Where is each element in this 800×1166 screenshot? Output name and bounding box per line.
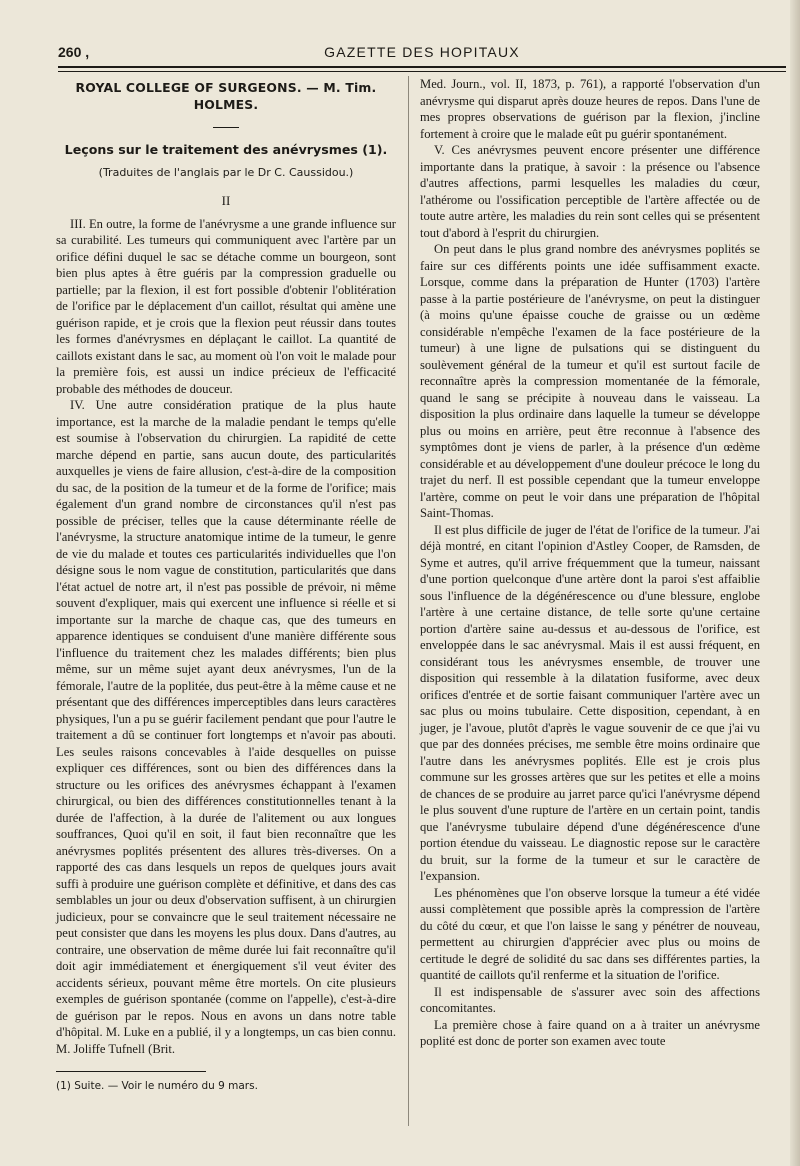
paragraph-v: V. Ces anévrysmes peuvent encore présenter une différence importante dans la pratique, à savoir : la présence ou l'absence d'autres affections, parmi lesquelles les maladies du cœur, l'athérome ou l'ossification perceptible de l'artère affectée ou de toute autre artère, les maladies du rein sont celles qui se présentent tout d'abord à l'esprit du chirurgien. — [420, 143, 760, 240]
section-divider — [213, 127, 239, 128]
paragraph-phenomenes: Les phénomènes que l'on observe lorsque la tumeur a été vidée aussi complètement que possible après la compression de l'artère du côté du cœur, et que l'on laisse le sang y pénétrer de nouveau, permettent au chirurgien d'apprécier avec plus ou moins de certitude le degré de solidité du sac dans ses différentes parties, la quantité de caillots qu'il renferme et la situation de l'orifice. — [420, 885, 760, 982]
paragraph-iv: IV. Une autre considération pratique de la plus haute importance, est la marche de la maladie pendant le temps qu'elle est soumise à l'observation du chirurgien. La rapidité de cette marche dépend en partie, sans aucun doute, des particularités auxquelles je viens de faire allusion, c'est-à-dire de la composition du sac, de la position de la tumeur et de la forme de l'orifice; mais également d'un grand nombre de circonstances qu'il n'est pas possible de préciser, telles que la cause déterminante réelle de l'anévrysme, la structure anatomique intime de la tumeur, le genre de vie du malade et toutes ces particularités individuelles que l'on désigne sous le nom vague de constitution, particularités que dans l'état actuel de notre art, il n'est pas possible de prévoir, ni même souvent d'expliquer, mais qui exercent une influence si réelle et si importante sur la marche de chaque cas, que des tumeurs en apparence identiques se conduisent d'une manière différente sous l'influence du traitement chez les malades différents; bien plus même, sur un même sujet ayant deux anévrysmes, l'un de la fémorale, l'autre de la poplitée, dus peut-être à la même cause et ne présentant que des différences imperceptibles dans leurs caractères physiques, l'un a pu se guérir facilement pendant que pour l'autre le traitement a dû se continuer fort longtemps et n'avoir pas abouti. Les seules raisons concevables à l'aide desquelles on puisse expliquer ces différences, sont ou bien des différences dans la structure ou les orifices des anévrysmes échappant à l'examen chirurgical, ou bien des différences constitutionnelles tenant à la durée de l'affection, à la durée de l'alitement ou aux longues souffrances, Quoi qu'il en soit, il faut bien reconnaître que les anévrysmes poplités présentent des allures très-diverses. On a rapporté des cas dans lesquels un repos de quelques jours avait suffi à produire une guérison complète et définitive, et dans des cas semblables un jour ou deux d'observation suffisent, à un chirurgien judicieux, pour se convaincre que le seul traitement nécessaire ne peut consister que dans les moyens les plus doux. Dans d'autres, au contraire, une observation de même durée lui fait reconnaître qu'il doit agir immédiatement et énergiquement s'il veut éviter des accidents sérieux, pouvant même être mortels. On cite plusieurs exemples de guérison spontanée (comme on l'appelle), c'est-à-dire de guérison par le repos. Nous en avons un dans notre table d'hôpital. M. Luke en a publié, il y a longtemps, un cas bien connu. M. Joliffe Tufnell (Brit. — [56, 398, 396, 1056]
page-header — [58, 44, 786, 64]
lecture-title: Leçons sur le traitement des anévrysmes (1). — [64, 142, 388, 157]
footnote: (1) Suite. — Voir le numéro du 9 mars. — [56, 1080, 258, 1092]
page-edge-shadow — [790, 0, 800, 1166]
header-rule — [58, 66, 786, 68]
footnote-rule — [56, 1071, 206, 1072]
journal-title: GAZETTE DES HOPITAUX — [324, 44, 520, 60]
part-number: II — [221, 193, 231, 208]
paragraph-premiere-chose: La première chose à faire quand on a à traiter un anévrysme poplité est donc de porter son examen avec toute — [420, 1017, 760, 1048]
right-column — [420, 76, 760, 1050]
translation-note: (Traduites de l'anglais par le Dr C. Caussidou.) — [98, 165, 354, 179]
column-divider — [408, 76, 409, 1126]
paragraph-poplites: On peut dans le plus grand nombre des anévrysmes poplités se faire sur ces différents points une idée suffisamment exacte. Lorsque, comme dans la préparation de Hunter (1703) l'artère passe à la partie postérieure de l'anévrysme, on peut la distinguer (à moins qu'une épaisse couche de graisse ou un œdème considérable n'empêche l'examen de la face postérieure de la tumeur) à une ligne de pulsations qui se distinguent du soulèvement général de la tumeur et qu'il est surtout facile de reconnaître après la compression momentanée de la fémorale, quand le sang se précipite à nouveau dans le vaisseau. La disposition la plus ordinaire dans laquelle la tumeur se développe plus ou moins en arrière, peut être reconnue à l'absence des symptômes dont je viens de parler, à la présence d'un œdème considérable et au développement d'une douleur précoce le long du trajet du nerf. Il est possible cependant que la tumeur enveloppe l'artère, comme on peut le voir dans une préparation de l'hôpital Saint-Thomas. — [420, 242, 760, 520]
paragraph-orifice: Il est plus difficile de juger de l'état de l'orifice de la tumeur. J'ai déjà montré, en citant l'opinion d'Astley Cooper, de Ramsden, de Syme et autres, qu'il arrive fréquemment que la tumeur, naissant d'une portion quelconque d'une artère dont la paroi s'est affaiblie sous l'influence de la dégénérescence ou d'une blessure, englobe l'artère à une certaine distance, de telle sorte qu'une certaine portion d'artère saine au-dessus et au-dessous de l'orifice, est enveloppée dans le sac anévrysmal. Mais il est aussi fréquent, en considérant tous les anévrysmes ensemble, de trouver une disposition qui ressemble à la dilatation fusiforme, avec deux orifices d'entrée et de sortie faisant communiquer l'artère avec un sac plus ou moins tubulaire. Cette disposition, cependant, à en juger, je l'avoue, plutôt d'après le vague souvenir de ce que j'ai vu que par des données précises, me semble être moins ordinaire que l'autre dans les anévrysmes poplités. Elle est je crois plus commune sur les grosses artères que sur les petites et elle a moins de chances de se produire au jarret parce qu'ici l'anévrysme dépend le plus souvent d'une rupture de l'artère en un certain point, tandis que l'anévrysme tubulaire dépend d'une dégénérescence d'une portion étendue du vaisseau. Le diagnostic repose sur le caractère du bruit, sur la forme de la tumeur et sur le caractère de l'expansion. — [420, 522, 760, 883]
page-number: 260 , — [58, 44, 90, 60]
paragraph-affections: Il est indispensable de s'assurer avec soin des affections concomitantes. — [420, 984, 760, 1015]
section-title: ROYAL COLLEGE OF SURGEONS. — M. Tim. HOLMES. — [75, 80, 377, 112]
paragraph-continuation: Med. Journ., vol. II, 1873, p. 761), a rapporté l'observation d'un anévrysme qui disparut après douze heures de repos. Dans l'une de mes propres observations de guérison par la flexion, j'incline fortement à croire que le malade eût pu guérir spontanément. — [420, 77, 760, 141]
header-rule-thin — [58, 71, 786, 72]
paragraph-iii: III. En outre, la forme de l'anévrysme a une grande influence sur sa curabilité. Les tumeurs qui communiquent avec l'artère par un orifice défini duquel le sac se détache comme un bourgeon, sont bien plus aptes à être guéris par la compression graduelle ou partielle; par la flexion, il est fort possible d'obtenir l'oblitération de l'orifice par le déplacement d'un caillot, résultat qui amène une guérison rapide, et je crois que la flexion peut réussir dans toutes les formes d'anévrysmes en déplaçant le caillot. La quantité de caillots existant dans le sac, au moment où l'on voit le malade pour la première fois, est aussi un indice précieux de l'efficacité probable des méthodes de douceur. — [56, 216, 396, 396]
left-column — [56, 78, 396, 1095]
